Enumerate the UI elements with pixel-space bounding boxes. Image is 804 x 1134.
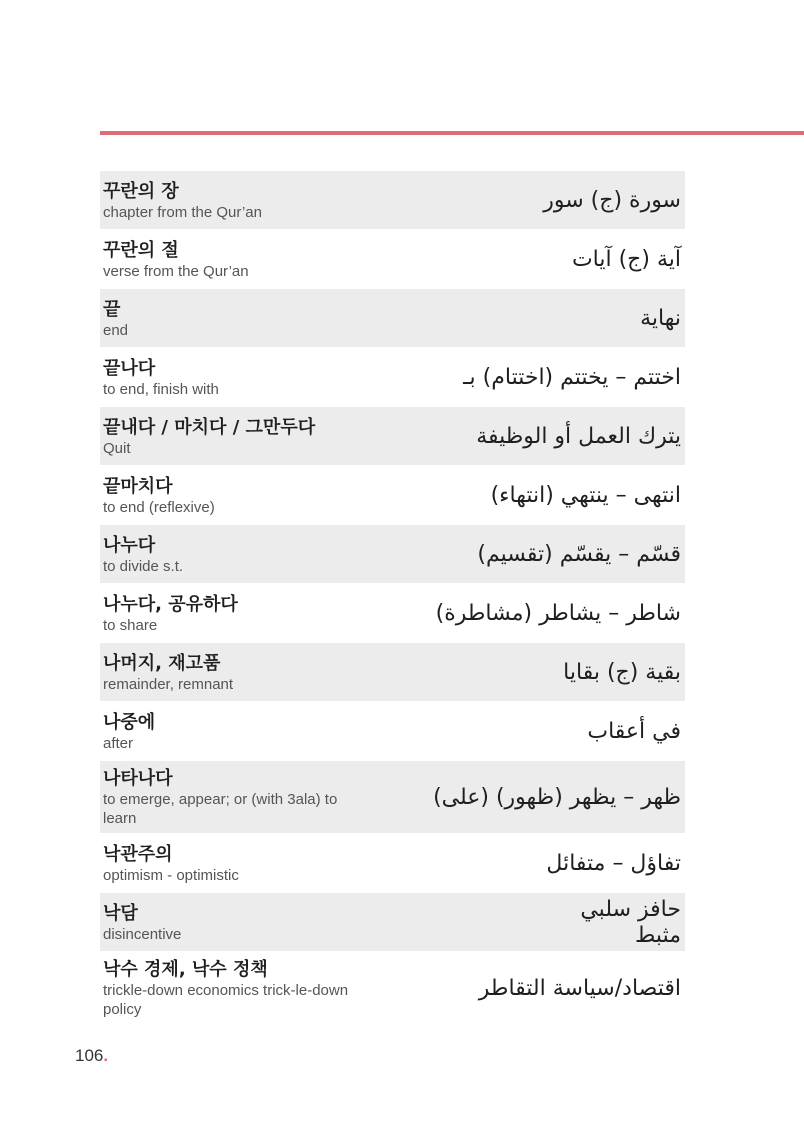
english-gloss: chapter from the Qur’an (103, 203, 262, 221)
entry-left-column (103, 653, 233, 694)
glossary-entry (100, 230, 685, 289)
arabic-term: شاطر – يشاطر (مشاطرة) (435, 601, 681, 626)
glossary-entry (100, 952, 685, 1025)
entry-left-column (103, 240, 249, 281)
glossary-entry (100, 893, 685, 952)
korean-term: 끝마치다 (103, 475, 173, 497)
korean-term: 끝 (103, 298, 121, 320)
korean-term: 나누다 (103, 534, 156, 556)
arabic-term: في أعقاب (587, 719, 681, 744)
english-gloss: optimism - optimistic (103, 866, 239, 884)
glossary-entry (100, 171, 685, 230)
entry-left-column (103, 535, 183, 576)
entry-left-column (103, 712, 155, 753)
glossary-entry (100, 702, 685, 761)
arabic-term: سورة (ج) سور (543, 188, 681, 213)
english-gloss: Quit (103, 439, 131, 457)
arabic-term: تفاؤل – متفائل (546, 851, 681, 876)
arabic-term: حافز سلبي مثبط (580, 897, 681, 948)
page-number-dot: . (103, 1046, 109, 1065)
arabic-term: آية (ج) آيات (571, 247, 681, 272)
korean-term: 꾸란의 절 (103, 239, 179, 261)
entry-left-column (103, 903, 181, 944)
glossary-entry (100, 525, 685, 584)
english-gloss: to end, finish with (103, 380, 219, 398)
entry-left-column (103, 476, 215, 517)
entry-left-column (103, 417, 315, 458)
glossary-entry (100, 289, 685, 348)
korean-term: 나누다, 공유하다 (103, 593, 238, 615)
glossary-entry (100, 643, 685, 702)
entry-left-column (103, 768, 353, 828)
arabic-term: انتهى – ينتهي (انتهاء) (490, 483, 681, 508)
glossary-entry (100, 584, 685, 643)
entry-left-column (103, 959, 353, 1019)
arabic-term: قسّم – يقسّم (تقسيم) (477, 542, 681, 567)
entry-left-column (103, 844, 239, 885)
glossary-entry (100, 466, 685, 525)
english-gloss: trickle-down economics trick-le-down policy (103, 982, 349, 1018)
english-gloss: after (103, 734, 134, 752)
korean-term: 나머지, 재고품 (103, 652, 221, 674)
korean-term: 나중에 (103, 711, 156, 733)
english-gloss: end (103, 321, 129, 339)
english-gloss: to share (103, 616, 158, 634)
arabic-term: اقتصاد/سياسة التقاطر (478, 976, 681, 1001)
korean-term: 낙관주의 (103, 843, 173, 865)
glossary-list (100, 171, 685, 1025)
korean-term: 낙수 경제, 낙수 정책 (103, 959, 268, 980)
entry-left-column (103, 181, 262, 222)
page-number-value: 106 (75, 1046, 104, 1065)
glossary-entry (100, 761, 685, 834)
entry-left-column (103, 358, 219, 399)
english-gloss: to emerge, appear; or (with 3ala) to learn (103, 791, 338, 827)
arabic-term: ظهر – يظهر (ظهور) (على) (433, 785, 681, 810)
english-gloss: to end (reflexive) (103, 498, 215, 516)
english-gloss: to divide s.t. (103, 557, 184, 575)
arabic-term: بقية (ج) بقايا (563, 660, 681, 685)
glossary-entry (100, 348, 685, 407)
english-gloss: disincentive (103, 925, 182, 943)
arabic-term: اختتم – يختتم (اختتام) بـ (463, 365, 681, 390)
glossary-entry (100, 407, 685, 466)
korean-term: 끝나다 (103, 357, 156, 379)
arabic-term: يترك العمل أو الوظيفة (476, 424, 681, 449)
entry-left-column (103, 594, 238, 635)
top-accent-rule (100, 131, 804, 135)
page-number (75, 1046, 108, 1066)
korean-term: 나타나다 (103, 768, 173, 789)
korean-term: 끝내다 / 마치다 / 그만두다 (103, 416, 316, 438)
arabic-term: نهاية (640, 306, 681, 331)
korean-term: 낙담 (103, 902, 138, 924)
english-gloss: verse from the Qur’an (103, 262, 249, 280)
korean-term: 꾸란의 장 (103, 180, 179, 202)
english-gloss: remainder, remnant (103, 675, 234, 693)
entry-left-column (103, 299, 128, 340)
glossary-entry (100, 834, 685, 893)
